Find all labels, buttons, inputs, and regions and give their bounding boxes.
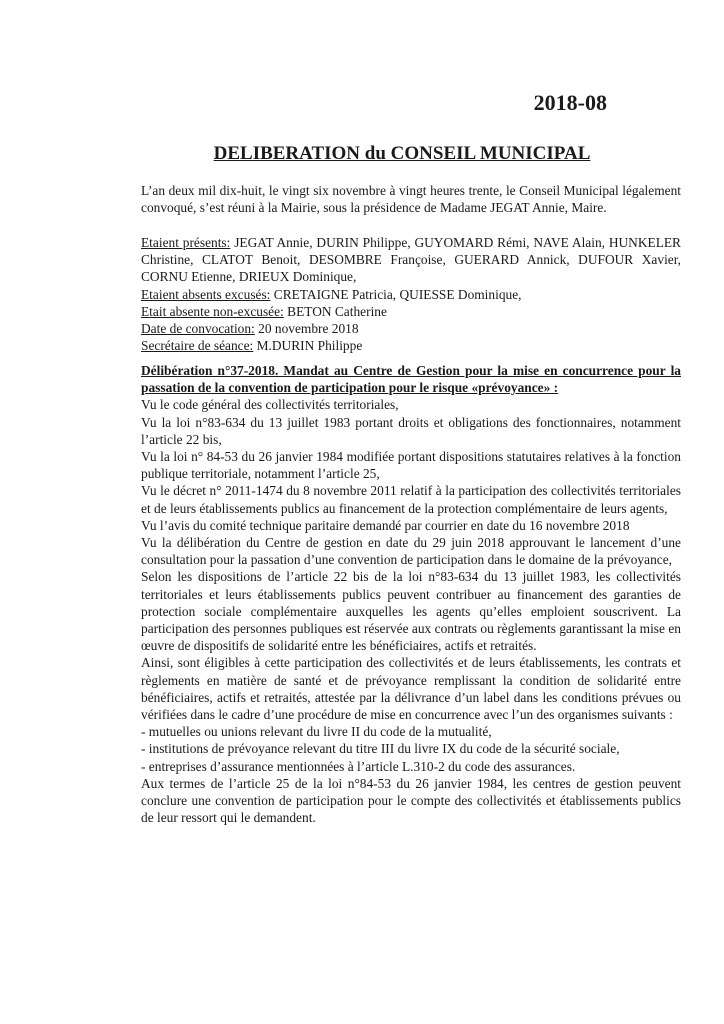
body-paragraph: Aux termes de l’article 25 de la loi n°84-53 du 26 janvier 1984, les centres de gestion peuvent conclure une convention de participation pour le compte des collectivités et établissements publics de leur ressort qui le demandent. [141,775,681,826]
secretary-label: Secrétaire de séance: [141,338,254,354]
convocation-line [141,320,681,337]
body-paragraph: Vu la loi n° 84-53 du 26 janvier 1984 modifiée portant dispositions statutaires relatives à la fonction publique territoriale, notamment l’article 25, [141,449,681,482]
present-line [141,234,681,286]
body-paragraph: Selon les dispositions de l’article 22 bis de la loi n°83-634 du 13 juillet 1983, les collectivités territoriales et leurs établissements publics peuvent contribuer au financement des garanties de protection sociale complémentaire auxquelles les agents qu’elles emploient souscrivent. La participation des personnes publiques est réservée aux contrats ou règlements garantissant la mise en œuvre de dispositifs de solidarité entre les bénéficiaires, actifs et retraités. [141,569,681,654]
deliberation-title: Délibération n°37-2018. Mandat au Centre de Gestion pour la mise en concurrence pour la passation de la convention de participation pour le risque «prévoyance» : [141,363,681,396]
intro-paragraph: L’an deux mil dix-huit, le vingt six novembre à vingt heures trente, le Conseil Municipal légalement convoqué, s’est réuni à la Mairie, sous la présidence de Madame JEGAT Annie, Maire. [141,183,681,216]
intro-section [141,182,681,216]
present-label: Etaient présents: [141,235,231,250]
secretary-line [141,337,681,354]
convocation-label: Date de convocation: [141,321,255,337]
body-paragraph: Vu la délibération du Centre de gestion en date du 29 juin 2018 approuvant le lancement d’une consultation pour la passation d’une convention de participation dans le domaine de la prévoyance, [141,535,681,568]
body-paragraph: Vu le code général des collectivités territoriales, [141,397,399,413]
excused-label: Etaient absents excusés: [141,286,271,302]
unexcused-line [141,303,681,320]
body-paragraph: Vu la loi n°83-634 du 13 juillet 1983 portant droits et obligations des fonctionnaires, notamment l’article 22 bis, [141,414,681,447]
deliberation-section [141,362,681,826]
body-paragraph: Ainsi, sont éligibles à cette participation des collectivités et de leurs établissements, les contrats et règlements en matière de santé et de prévoyance remplissant la condition de solidarité entre bénéficiaires, actifs et retraités, attestée par la délivrance d’un label dans les conditions prévues ou vérifiées dans le cadre d’une procédure de mise en concurrence avec l’un des organismes suivants : [141,655,681,723]
list-item: - institutions de prévoyance relevant du titre III du livre IX du code de la sécurité sociale, [141,741,620,757]
body-paragraph: Vu l’avis du comité technique paritaire demandé par courrier en date du 16 novembre 2018 [141,517,630,533]
unexcused-names: BETON Catherine [287,303,387,319]
list-item: - entreprises d’assurance mentionnées à l’article L.310-2 du code des assurances. [141,758,576,774]
page-title: DELIBERATION du CONSEIL MUNICIPAL [213,143,591,164]
excused-names: CRETAIGNE Patricia, QUIESSE Dominique, [273,286,522,302]
convocation-date: 20 novembre 2018 [258,321,359,337]
deliberation-number: 2018-08 [533,90,607,115]
secretary-name: M.DURIN Philippe [256,338,363,354]
body-paragraph: Vu le décret n° 2011-1474 du 8 novembre 2011 relatif à la participation des collectivités territoriales et de leurs établissements publics au financement de la protection complémentaire de leurs agents, [141,483,681,516]
excused-line [141,286,681,303]
list-item: - mutuelles ou unions relevant du livre II du code de la mutualité, [141,724,492,740]
present-names: JEGAT Annie, DURIN Philippe, GUYOMARD Rémi, NAVE Alain, HUNKELER Christine, CLATOT Benoit, DESOMBRE Françoise, GUERARD Annick, DUFOUR Xavier, CORNU Etienne, DRIEUX Dominique, [141,235,681,285]
attendance-section [141,234,681,354]
deliberation-body [141,396,681,826]
unexcused-label: Etait absente non-excusée: [141,303,284,319]
